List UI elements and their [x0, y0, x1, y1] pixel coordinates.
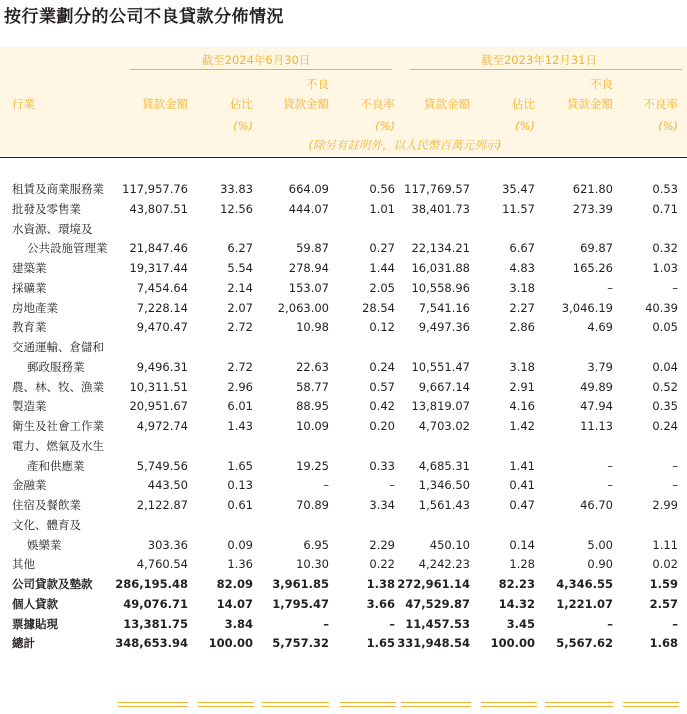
cell-pct-2024: 14.07 [216, 596, 253, 611]
cell-loan-2024: 2,122.87 [136, 498, 188, 512]
table-row [0, 555, 687, 575]
row-label: 票據貼現 [12, 616, 58, 631]
cell-pct-2024: 2.72 [227, 359, 253, 374]
cell-pct-2024: 1.43 [227, 419, 253, 433]
cell-pct-2024: 2.07 [227, 300, 253, 315]
cell-npl-2023: 47.94 [580, 399, 613, 414]
cell-pct-2023: 3.18 [509, 280, 535, 295]
total-underline-c4 [340, 702, 396, 707]
period-header-2024: 截至2024年6月30日 [201, 53, 311, 67]
col-header-loan-2024: 貸款金額 [142, 97, 188, 111]
cell-loan-2024: 10,311.51 [129, 379, 188, 394]
table-row [0, 516, 687, 536]
table-row [0, 338, 687, 358]
cell-npl-2024: – [323, 616, 329, 631]
cell-pct-2023: 4.16 [509, 399, 535, 414]
cell-npl-2024: 3,961.85 [272, 577, 329, 591]
cell-pct-2023: 0.47 [509, 498, 535, 512]
table-row [0, 239, 687, 259]
table-row [0, 180, 687, 200]
cell-loan-2024: 4,972.74 [136, 419, 188, 433]
cell-npl-ratio-2023: 1.59 [649, 577, 678, 591]
cell-npl-ratio-2024: 0.42 [369, 399, 395, 414]
cell-pct-2023: 1.28 [509, 557, 535, 572]
table-body [0, 180, 687, 654]
cell-pct-2023: 3.45 [506, 616, 535, 631]
cell-npl-2024: 278.94 [288, 261, 329, 275]
cell-npl-2023: 69.87 [580, 241, 613, 256]
cell-pct-2023: 14.32 [498, 596, 535, 611]
row-label: 租賃及商業服務業 [12, 182, 104, 196]
cell-npl-ratio-2024: – [389, 616, 395, 631]
cell-npl-2024: 1,795.47 [272, 596, 329, 611]
cell-npl-ratio-2023: 0.05 [652, 320, 678, 335]
row-label: 採礦業 [12, 280, 47, 295]
cell-npl-ratio-2023: 1.03 [652, 261, 678, 275]
col-header-pct-2024: 佔比 [230, 97, 253, 111]
npl-header-top-2024: 不良 [306, 77, 329, 91]
cell-npl-ratio-2023: – [672, 478, 678, 493]
row-label: 教育業 [12, 320, 47, 335]
cell-npl-ratio-2024: 0.20 [369, 419, 395, 433]
cell-npl-2024: 153.07 [288, 280, 329, 295]
row-label: 房地產業 [12, 300, 58, 315]
cell-npl-ratio-2023: 0.02 [652, 557, 678, 572]
cell-pct-2023: 3.18 [509, 359, 535, 374]
cell-pct-2024: 2.96 [227, 379, 253, 394]
cell-pct-2023: 1.42 [509, 419, 535, 433]
table-row [0, 437, 687, 457]
cell-npl-2023: 11.13 [580, 419, 613, 433]
cell-npl-2024: 10.09 [296, 419, 329, 433]
cell-loan-2023: 10,558.96 [411, 280, 470, 295]
cell-loan-2024: 286,195.48 [115, 577, 188, 591]
cell-loan-2023: 4,685.31 [418, 458, 470, 473]
row-label: 交通運輸、倉儲和 [12, 340, 104, 354]
cell-npl-2023: 46.70 [580, 498, 613, 512]
cell-npl-ratio-2024: 1.38 [366, 577, 395, 591]
table-row [0, 397, 687, 417]
cell-pct-2023: 0.41 [509, 478, 535, 493]
cell-npl-ratio-2024: 0.27 [369, 241, 395, 256]
cell-loan-2023: 10,551.47 [411, 359, 470, 374]
cell-npl-ratio-2024: 2.29 [369, 537, 395, 552]
table-row [0, 457, 687, 477]
pct-unit-2023: (%) [515, 119, 535, 133]
row-label: 製造業 [12, 399, 47, 414]
cell-npl-ratio-2024: 1.01 [369, 201, 395, 216]
pct-unit-2024: (%) [233, 119, 253, 133]
cell-npl-ratio-2023: 0.71 [652, 201, 678, 216]
row-label: 建築業 [12, 261, 47, 275]
cell-loan-2024: 5,749.56 [136, 458, 188, 473]
cell-loan-2024: 43,807.51 [129, 201, 188, 216]
cell-npl-2023: 5,567.62 [556, 636, 613, 651]
cell-pct-2023: 2.27 [509, 300, 535, 315]
cell-loan-2023: 11,457.53 [405, 616, 470, 631]
cell-pct-2023: 2.91 [509, 379, 535, 394]
cell-loan-2024: 9,470.47 [136, 320, 188, 335]
cell-pct-2024: 1.36 [227, 557, 253, 572]
cell-npl-2024: 59.87 [296, 241, 329, 256]
total-underline-c5 [401, 702, 471, 707]
table-row [0, 634, 687, 654]
cell-loan-2023: 9,497.36 [418, 320, 470, 335]
cell-pct-2024: 0.13 [227, 478, 253, 493]
cell-npl-2023: 4,346.55 [556, 577, 613, 591]
cell-npl-ratio-2024: 0.33 [369, 458, 395, 473]
cell-npl-ratio-2024: 0.24 [369, 359, 395, 374]
cell-npl-2024: 2,063.00 [277, 300, 329, 315]
cell-loan-2023: 22,134.21 [411, 241, 470, 256]
cell-loan-2023: 13,819.07 [411, 399, 470, 414]
col-header-npl-2023: 貸款金額 [567, 97, 613, 111]
cell-npl-ratio-2023: 2.99 [652, 498, 678, 512]
cell-npl-ratio-2024: 2.05 [369, 280, 395, 295]
cell-loan-2023: 1,561.43 [418, 498, 470, 512]
cell-pct-2024: 3.84 [224, 616, 253, 631]
cell-pct-2024: 100.00 [208, 636, 253, 651]
cell-npl-2023: 49.89 [580, 379, 613, 394]
cell-loan-2023: 1,346.50 [418, 478, 470, 493]
cell-loan-2024: 4,760.54 [136, 557, 188, 572]
cell-loan-2023: 47,529.87 [405, 596, 470, 611]
cell-npl-2023: 165.26 [572, 261, 613, 275]
cell-loan-2023: 16,031.88 [411, 261, 470, 275]
total-underline-c2 [198, 702, 254, 707]
cell-loan-2024: 348,653.94 [115, 636, 188, 651]
cell-loan-2024: 117,957.76 [122, 182, 188, 196]
period-rule-2024 [130, 69, 392, 70]
cell-pct-2024: 2.14 [227, 280, 253, 295]
cell-pct-2023: 1.41 [509, 458, 535, 473]
cell-pct-2024: 33.83 [220, 182, 253, 196]
table-row [0, 496, 687, 516]
col-header-loan-2023: 貸款金額 [424, 97, 470, 111]
col-header-industry: 行業 [12, 97, 35, 111]
cell-pct-2024: 0.09 [227, 537, 253, 552]
cell-npl-ratio-2024: – [389, 478, 395, 493]
cell-npl-ratio-2023: 0.04 [652, 359, 678, 374]
cell-loan-2023: 117,769.57 [404, 182, 470, 196]
cell-npl-2024: 444.07 [288, 201, 329, 216]
cell-npl-2024: 88.95 [296, 399, 329, 414]
table-row [0, 476, 687, 496]
cell-npl-ratio-2024: 3.66 [366, 596, 395, 611]
cell-pct-2024: 1.65 [227, 458, 253, 473]
cell-loan-2023: 331,948.54 [397, 636, 470, 651]
cell-npl-2023: 3,046.19 [561, 300, 613, 315]
cell-npl-2023: 273.39 [572, 201, 613, 216]
row-label: 公共設施管理業 [27, 241, 108, 256]
total-underline-c1 [118, 702, 188, 707]
cell-loan-2024: 13,381.75 [123, 616, 188, 631]
cell-pct-2023: 82.23 [498, 577, 535, 591]
cell-pct-2023: 100.00 [490, 636, 535, 651]
cell-pct-2023: 11.57 [502, 201, 535, 216]
cell-npl-ratio-2023: 0.32 [652, 241, 678, 256]
total-underline-c3 [262, 702, 329, 707]
page-title: 按行業劃分的公司不良貸款分佈情況 [4, 7, 284, 27]
row-label: 郵政服務業 [27, 359, 85, 374]
cell-npl-2024: 664.09 [288, 182, 329, 196]
cell-loan-2024: 443.50 [147, 478, 188, 493]
row-label: 公司貸款及墊款 [12, 577, 93, 591]
table-row [0, 575, 687, 595]
cell-loan-2023: 38,401.73 [411, 201, 470, 216]
cell-npl-2023: 621.80 [572, 182, 613, 196]
col-header-pct-2023: 佔比 [512, 97, 535, 111]
row-label: 水資源、環境及 [12, 221, 93, 236]
col-header-npl-2024: 貸款金額 [283, 97, 329, 111]
cell-npl-ratio-2023: 0.35 [652, 399, 678, 414]
cell-npl-ratio-2023: 0.53 [652, 182, 678, 196]
cell-loan-2023: 4,242.23 [418, 557, 470, 572]
table-row [0, 595, 687, 615]
table-row [0, 417, 687, 437]
cell-loan-2024: 9,496.31 [136, 359, 188, 374]
npl-header-top-2023: 不良 [590, 77, 613, 91]
total-underline-c6 [481, 702, 537, 707]
cell-npl-ratio-2024: 1.44 [369, 261, 395, 275]
cell-loan-2024: 20,951.67 [129, 399, 188, 414]
cell-npl-2024: 58.77 [296, 379, 329, 394]
cell-loan-2023: 9,667.14 [418, 379, 470, 394]
row-label: 其他 [12, 557, 35, 572]
npl-ratio-unit-2023: (%) [658, 119, 678, 133]
cell-npl-2024: 22.63 [296, 359, 329, 374]
cell-npl-ratio-2023: 1.68 [649, 636, 678, 651]
header-divider [0, 157, 687, 158]
cell-npl-ratio-2023: 2.57 [649, 596, 678, 611]
row-label: 批發及零售業 [12, 201, 81, 216]
cell-npl-2023: – [607, 478, 613, 493]
cell-npl-ratio-2023: 0.24 [652, 419, 678, 433]
cell-npl-2023: – [607, 458, 613, 473]
cell-loan-2023: 7,541.16 [418, 300, 470, 315]
cell-npl-2024: 10.98 [296, 320, 329, 335]
cell-loan-2024: 19,317.44 [129, 261, 188, 275]
table-row [0, 615, 687, 635]
total-underline-c7 [545, 702, 613, 707]
period-rule-2023 [410, 69, 682, 70]
cell-npl-ratio-2023: 0.52 [652, 379, 678, 394]
row-label: 電力、燃氣及水生 [12, 438, 104, 453]
cell-npl-ratio-2023: 1.11 [652, 537, 678, 552]
row-label: 文化、體育及 [12, 517, 81, 532]
table-row [0, 200, 687, 220]
table-row [0, 279, 687, 299]
cell-npl-2023: 4.69 [587, 320, 613, 335]
table-row [0, 378, 687, 398]
cell-loan-2024: 303.36 [147, 537, 188, 552]
cell-npl-ratio-2024: 3.34 [369, 498, 395, 512]
cell-pct-2024: 12.56 [220, 201, 253, 216]
cell-pct-2024: 6.27 [227, 241, 253, 256]
cell-npl-ratio-2024: 0.22 [369, 557, 395, 572]
table-row [0, 358, 687, 378]
cell-npl-2023: 1,221.07 [556, 596, 613, 611]
period-header-2023: 截至2023年12月31日 [480, 53, 598, 67]
cell-npl-2023: – [607, 616, 613, 631]
cell-npl-ratio-2023: 40.39 [645, 300, 678, 315]
cell-npl-2024: 5,757.32 [272, 636, 329, 651]
row-label: 住宿及餐飲業 [12, 498, 81, 512]
cell-npl-ratio-2024: 28.54 [362, 300, 395, 315]
cell-pct-2023: 6.67 [509, 241, 535, 256]
cell-pct-2024: 82.09 [216, 577, 253, 591]
cell-npl-ratio-2024: 0.56 [369, 182, 395, 196]
cell-loan-2023: 450.10 [429, 537, 470, 552]
cell-loan-2023: 272,961.14 [397, 577, 470, 591]
cell-npl-ratio-2024: 1.65 [366, 636, 395, 651]
cell-pct-2024: 5.54 [227, 261, 253, 275]
cell-npl-ratio-2023: – [672, 616, 678, 631]
cell-loan-2024: 7,228.14 [136, 300, 188, 315]
cell-pct-2023: 0.14 [509, 537, 535, 552]
cell-loan-2024: 21,847.46 [129, 241, 188, 256]
cell-npl-2024: 70.89 [296, 498, 329, 512]
cell-npl-ratio-2023: – [672, 280, 678, 295]
cell-npl-2024: 6.95 [303, 537, 329, 552]
row-label: 農、林、牧、漁業 [12, 379, 104, 394]
cell-pct-2024: 0.61 [227, 498, 253, 512]
cell-loan-2024: 49,076.71 [123, 596, 188, 611]
col-header-npl-ratio-2023: 不良率 [643, 97, 678, 111]
table-row [0, 259, 687, 279]
cell-npl-2023: 0.90 [587, 557, 613, 572]
cell-npl-2023: 5.00 [587, 537, 613, 552]
row-label: 個人貸款 [12, 596, 58, 611]
cell-npl-2023: 3.79 [587, 359, 613, 374]
cell-npl-ratio-2023: – [672, 458, 678, 473]
cell-pct-2023: 4.83 [509, 261, 535, 275]
cell-npl-2024: – [323, 478, 329, 493]
row-label: 娛樂業 [27, 537, 62, 552]
cell-pct-2023: 35.47 [502, 182, 535, 196]
table-row [0, 220, 687, 240]
total-underline-c8 [623, 702, 679, 707]
unit-note: (除另有註明外，以人民幣百萬元列示) [308, 138, 502, 152]
row-label: 衛生及社會工作業 [12, 419, 104, 433]
cell-pct-2024: 6.01 [227, 399, 253, 414]
table-row [0, 536, 687, 556]
cell-npl-ratio-2024: 0.12 [369, 320, 395, 335]
cell-pct-2023: 2.86 [509, 320, 535, 335]
table-row [0, 299, 687, 319]
cell-npl-2024: 10.30 [296, 557, 329, 572]
cell-pct-2024: 2.72 [227, 320, 253, 335]
col-header-npl-ratio-2024: 不良率 [360, 97, 395, 111]
row-label: 總計 [12, 636, 35, 651]
row-label: 產和供應業 [27, 458, 85, 473]
table-row [0, 318, 687, 338]
cell-loan-2024: 7,454.64 [136, 280, 188, 295]
npl-ratio-unit-2024: (%) [375, 119, 395, 133]
cell-loan-2023: 4,703.02 [418, 419, 470, 433]
row-label: 金融業 [12, 478, 47, 493]
cell-npl-ratio-2024: 0.57 [369, 379, 395, 394]
cell-npl-2023: – [607, 280, 613, 295]
cell-npl-2024: 19.25 [296, 458, 329, 473]
